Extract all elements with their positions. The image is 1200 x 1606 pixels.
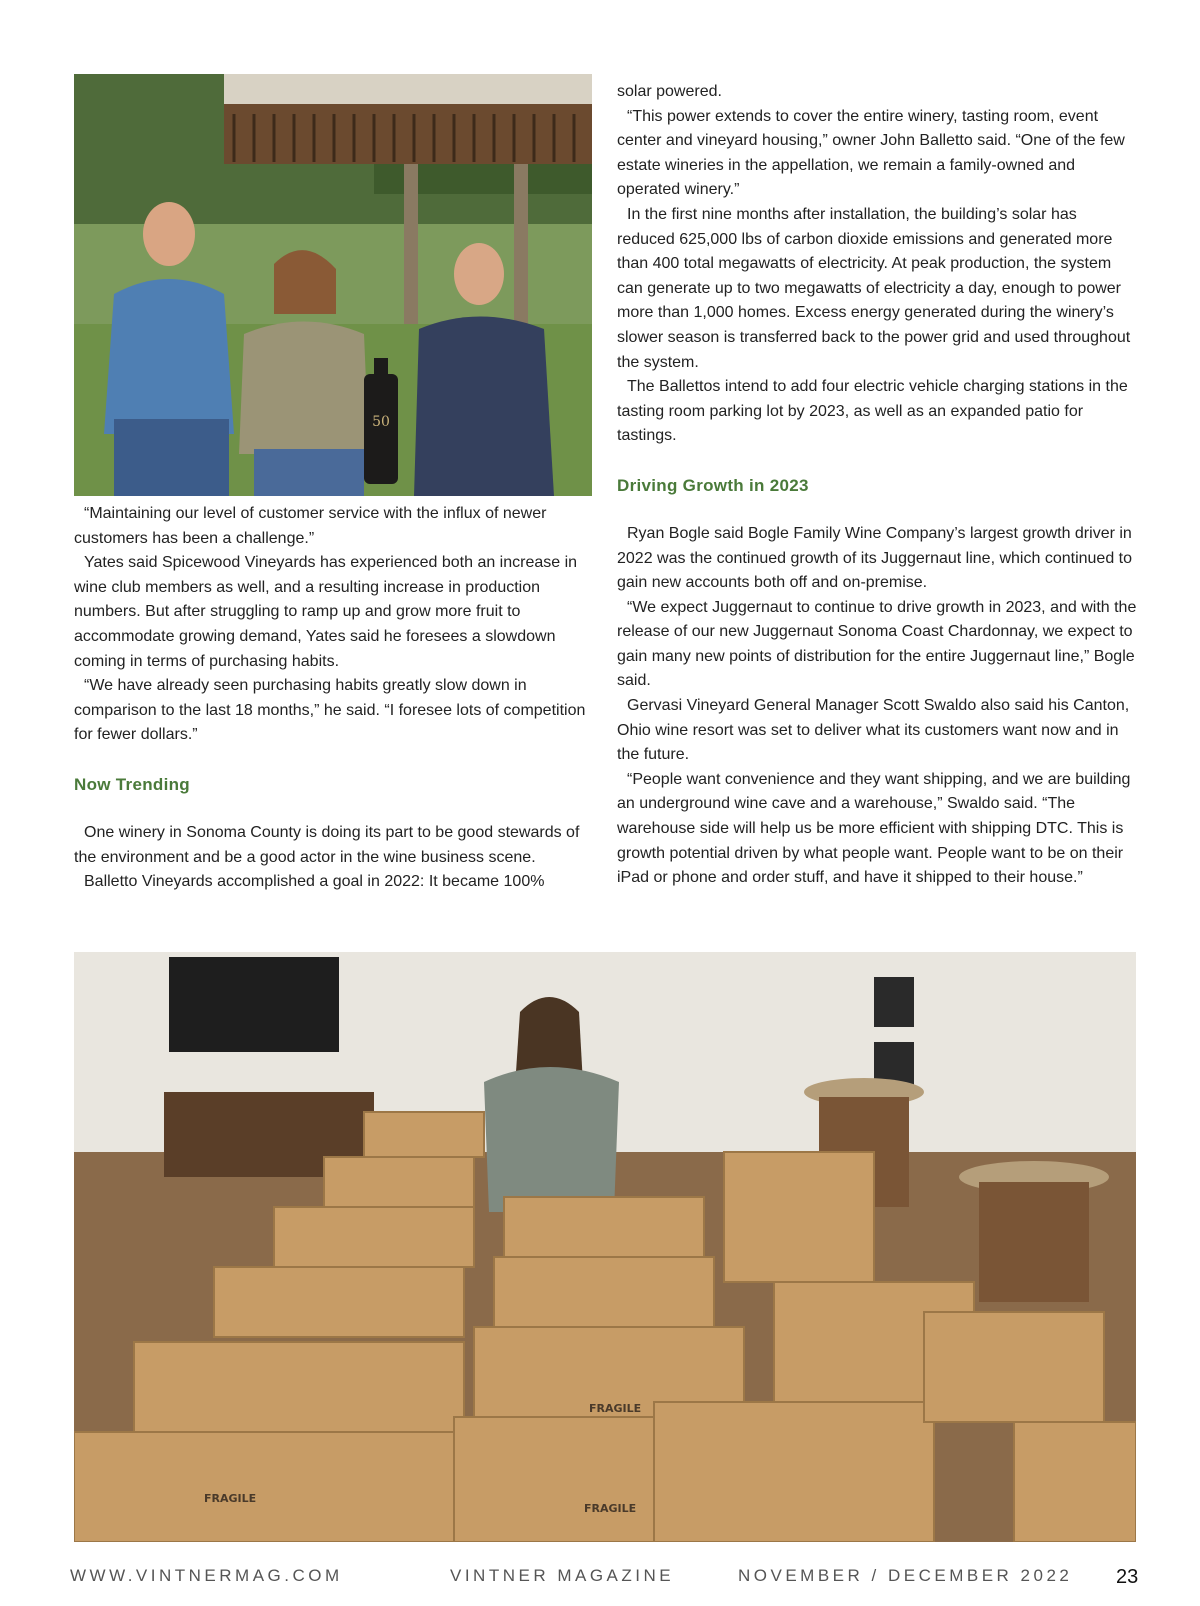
footer-website[interactable]: WWW.VINTNERMAG.COM bbox=[70, 1566, 343, 1585]
bottle-label: 50 bbox=[372, 414, 390, 430]
box-label: FRAGILE bbox=[589, 1402, 642, 1415]
top-photo bbox=[74, 74, 592, 496]
section-heading-driving-growth: Driving Growth in 2023 bbox=[617, 475, 809, 495]
footer-magazine-name: VINTNER MAGAZINE bbox=[450, 1566, 675, 1585]
body-paragraph: “This power extends to cover the entire winery, tasting room, event center and vineyard housing,” owner John Balletto said. “One of the few estate wineries in the appellation, we remain a family-owned and operated winery.” bbox=[617, 107, 1125, 199]
body-paragraph: “We have already seen purchasing habits greatly slow down in comparison to the last 18 months,” he said. “I foresee lots of competition for fewer dollars.” bbox=[74, 677, 586, 744]
body-paragraph: Balletto Vineyards accomplished a goal in 2022: It became 100% bbox=[84, 873, 545, 891]
box-label: FRAGILE bbox=[584, 1502, 637, 1515]
body-paragraph: Ryan Bogle said Bogle Family Wine Company’s largest growth driver in 2022 was the continued growth of its Juggernaut line, which continued to gain new accounts both off and on-premise. bbox=[617, 524, 1132, 592]
body-paragraph: solar powered. bbox=[617, 83, 722, 100]
body-paragraph: Gervasi Vineyard General Manager Scott Swaldo also said his Canton, Ohio wine resort was set to deliver what its customers want now and in the future. bbox=[617, 697, 1130, 764]
body-paragraph: “People want convenience and they want shipping, and we are building an underground wine cave and a warehouse,” Swaldo said. “The warehouse side will help us be more efficient with shipping DTC. This is growth potential driven by what people want. People want to be on their iPad or phone and order stuff, and have it shipped to their house.” bbox=[617, 770, 1131, 887]
box-label: FRAGILE bbox=[204, 1492, 257, 1505]
footer-issue-date: NOVEMBER / DECEMBER 2022 bbox=[738, 1566, 1073, 1585]
left-article-column bbox=[74, 502, 594, 895]
bottom-photo-illustration bbox=[74, 952, 1136, 1542]
body-paragraph: “Maintaining our level of customer service with the influx of newer customers has been a challenge.” bbox=[74, 505, 547, 547]
section-heading-now-trending: Now Trending bbox=[74, 774, 190, 794]
top-photo-illustration bbox=[74, 74, 592, 496]
right-article-column bbox=[617, 80, 1137, 891]
body-paragraph: The Ballettos intend to add four electric vehicle charging stations in the tasting room parking lot by 2023, as well as an expanded patio for tastings. bbox=[617, 378, 1128, 445]
body-paragraph: Yates said Spicewood Vineyards has experienced both an increase in wine club members as well, and a resulting increase in production numbers. But after struggling to ramp up and grow more fruit to accommodate growing demand, Yates said he foresees a slowdown coming in terms of purchasing habits. bbox=[74, 554, 578, 670]
body-paragraph: In the first nine months after installation, the building’s solar has reduced 625,000 lbs of carbon dioxide emissions and generated more than 400 total megawatts of electricity. At peak production, the system can generate up to two megawatts of electricity a day, enough to power more than 1,000 homes. Excess energy generated during the winery’s slower season is transferred back to the power grid and used throughout the system. bbox=[617, 205, 1131, 371]
bottom-photo bbox=[74, 952, 1136, 1542]
page-number: 23 bbox=[1116, 1566, 1139, 1588]
body-paragraph: “We expect Juggernaut to continue to drive growth in 2023, and with the release of our new Juggernaut Sonoma Coast Chardonnay, we expect to gain many new points of distribution for the entire Juggernaut line,” Bogle said. bbox=[617, 598, 1137, 690]
body-paragraph: One winery in Sonoma County is doing its part to be good stewards of the environment and be a good actor in the wine business scene. bbox=[74, 823, 580, 866]
